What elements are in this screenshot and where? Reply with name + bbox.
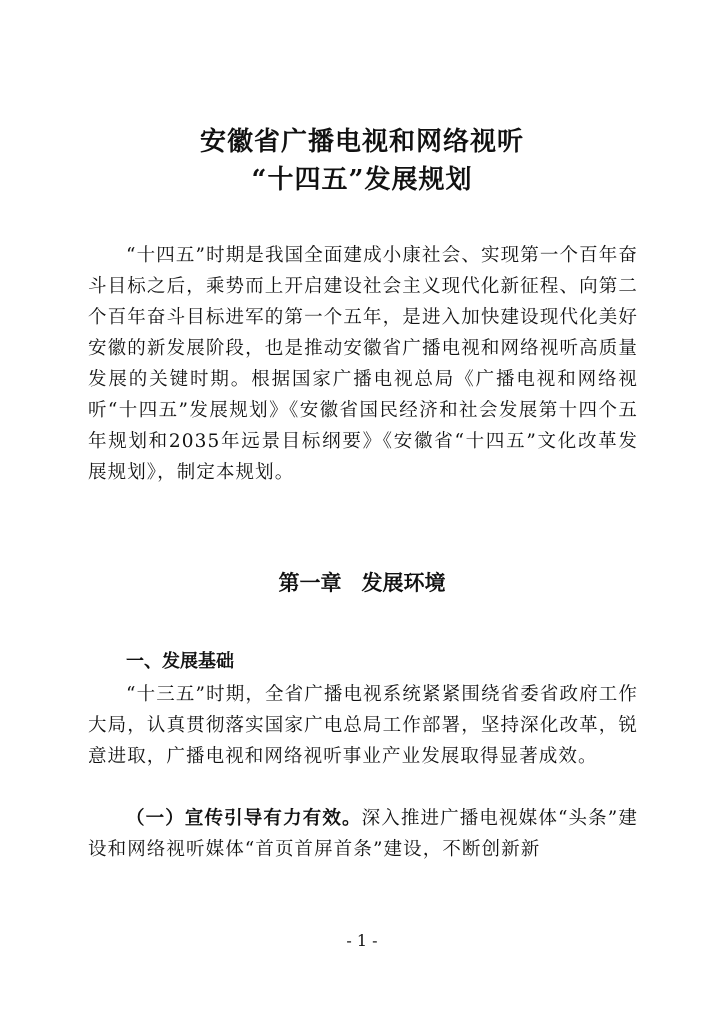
- chapter-heading: [0, 568, 724, 598]
- subsection-lead: （一）宣传引导有力有效。: [126, 808, 362, 829]
- subsection-paragraph: [88, 803, 638, 865]
- intro-paragraph: “十四五”时期是我国全面建成小康社会、实现第一个百年奋斗目标之后，乘势而上开启建设社会主义现代化新征程、向第二个百年奋斗目标进军的第一个五年，是进入加快建设现代化美好安徽的新发展阶段，也是推动安徽省广播电视和网络视听高质量发展的关键时期。根据国家广播电视总局《广播电视和网络视听“十四五”发展规划》《安徽省国民经济和社会发展第十四个五年规划和2035年远景目标纲要》《安徽省“十四五”文化改革发展规划》，制定本规划。: [88, 245, 638, 483]
- chapter-name: 发展环境: [361, 570, 446, 595]
- section-paragraph: “十三五”时期，全省广播电视系统紧紧围绕省委省政府工作大局，认真贯彻落实国家广电总局工作部署，坚持深化改革，锐意进取，广播电视和网络视听事业产业发展取得显著成效。: [88, 684, 638, 767]
- chapter-number: 第一章: [278, 570, 342, 595]
- section-heading: 一、发展基础: [126, 651, 234, 672]
- page-number: - 1 -: [346, 931, 378, 950]
- document-title-line-2: “十四五”发展规划: [251, 165, 473, 195]
- document-title-line-1: 安徽省广播电视和网络视听: [199, 127, 524, 157]
- subsection-text: 深入推进广播电视媒体“头条”建设和网络视听媒体“首页首屏首条”建设，不断创新新: [88, 808, 638, 860]
